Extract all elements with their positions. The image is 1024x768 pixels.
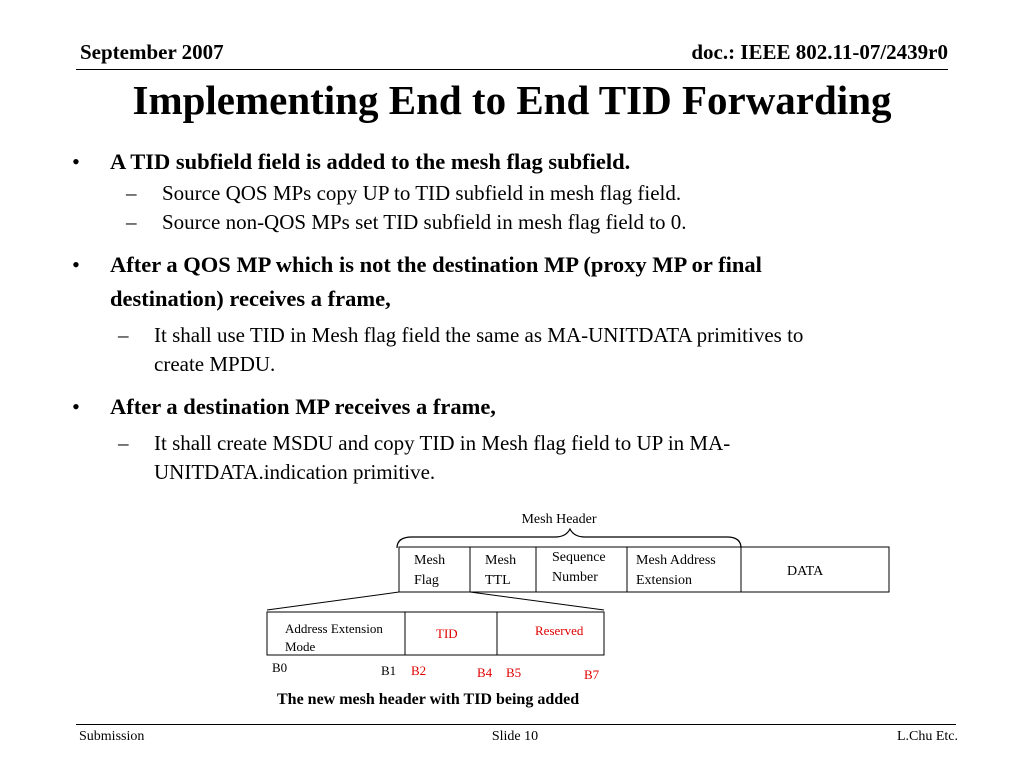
bullet-1-sub-1-text: Source QOS MPs copy UP to TID subfield in mesh flag field. bbox=[162, 181, 682, 205]
header-doc-id: doc.: IEEE 802.11-07/2439r0 bbox=[691, 40, 948, 64]
bullet-1-text: A TID subfield field is added to the mesh flag subfield. bbox=[110, 149, 631, 174]
field-mesh-ttl-line-1: Mesh bbox=[485, 553, 517, 568]
dash-icon: – bbox=[126, 210, 137, 234]
dash-icon: – bbox=[118, 431, 129, 455]
bullet-3-text: After a destination MP receives a frame, bbox=[110, 394, 496, 419]
expansion-line-left bbox=[267, 592, 399, 610]
field-mesh-address-extension-line-2: Extension bbox=[636, 573, 692, 588]
bit-label-b4: B4 bbox=[477, 665, 493, 680]
footer-divider bbox=[76, 724, 956, 725]
mesh-header-brace bbox=[397, 529, 741, 548]
field-mesh-ttl-line-2: TTL bbox=[485, 573, 511, 588]
dash-icon: – bbox=[118, 323, 129, 347]
bullet-dot-icon: • bbox=[72, 394, 80, 419]
flag-reserved: Reserved bbox=[535, 623, 584, 638]
dash-icon: – bbox=[126, 181, 137, 205]
field-mesh-flag-line-2: Flag bbox=[414, 573, 439, 588]
field-data: DATA bbox=[787, 564, 824, 579]
bit-label-b7: B7 bbox=[584, 667, 600, 682]
bullet-2-sub-1-line-2: create MPDU. bbox=[154, 352, 276, 376]
footer-slide-number: Slide 10 bbox=[491, 729, 539, 744]
bullet-3-sub-1-line-1: It shall create MSDU and copy TID in Mesh flag field to UP in MA- bbox=[154, 431, 731, 455]
flag-tid: TID bbox=[436, 626, 458, 641]
slide-title: Implementing End to End TID Forwarding bbox=[132, 77, 892, 123]
footer-author: L.Chu Etc. bbox=[896, 729, 958, 744]
bullet-dot-icon: • bbox=[72, 149, 80, 174]
flag-address-extension-mode-line-1: Address Extension bbox=[285, 621, 383, 636]
flag-address-extension-mode-line-2: Mode bbox=[285, 639, 316, 654]
bit-label-b0: B0 bbox=[272, 660, 288, 675]
field-mesh-address-extension-line-1: Mesh Address bbox=[636, 553, 716, 568]
bullet-3-sub-1-line-2: UNITDATA.indication primitive. bbox=[154, 460, 436, 484]
diagram-caption: The new mesh header with TID being added bbox=[277, 691, 580, 708]
bullet-dot-icon: • bbox=[72, 252, 80, 277]
expansion-line-right bbox=[470, 592, 604, 610]
field-sequence-number-line-2: Number bbox=[552, 570, 598, 585]
bit-label-b5: B5 bbox=[506, 665, 522, 680]
bullet-2-text-line-1: After a QOS MP which is not the destination MP (proxy MP or final bbox=[110, 252, 762, 277]
bit-label-b2: B2 bbox=[411, 663, 427, 678]
bullet-2-sub-1-line-1: It shall use TID in Mesh flag field the same as MA-UNITDATA primitives to bbox=[154, 323, 804, 347]
field-sequence-number-line-1: Sequence bbox=[552, 550, 606, 565]
field-mesh-flag-line-1: Mesh bbox=[414, 553, 446, 568]
header-date: September 2007 bbox=[80, 40, 224, 64]
bullet-2-text-line-2: destination) receives a frame, bbox=[110, 286, 391, 311]
bullet-1-sub-2-text: Source non-QOS MPs set TID subfield in mesh flag field to 0. bbox=[162, 210, 687, 234]
bit-label-b1: B1 bbox=[381, 663, 397, 678]
footer-submission: Submission bbox=[79, 729, 145, 744]
brace-label: Mesh Header bbox=[521, 512, 597, 527]
